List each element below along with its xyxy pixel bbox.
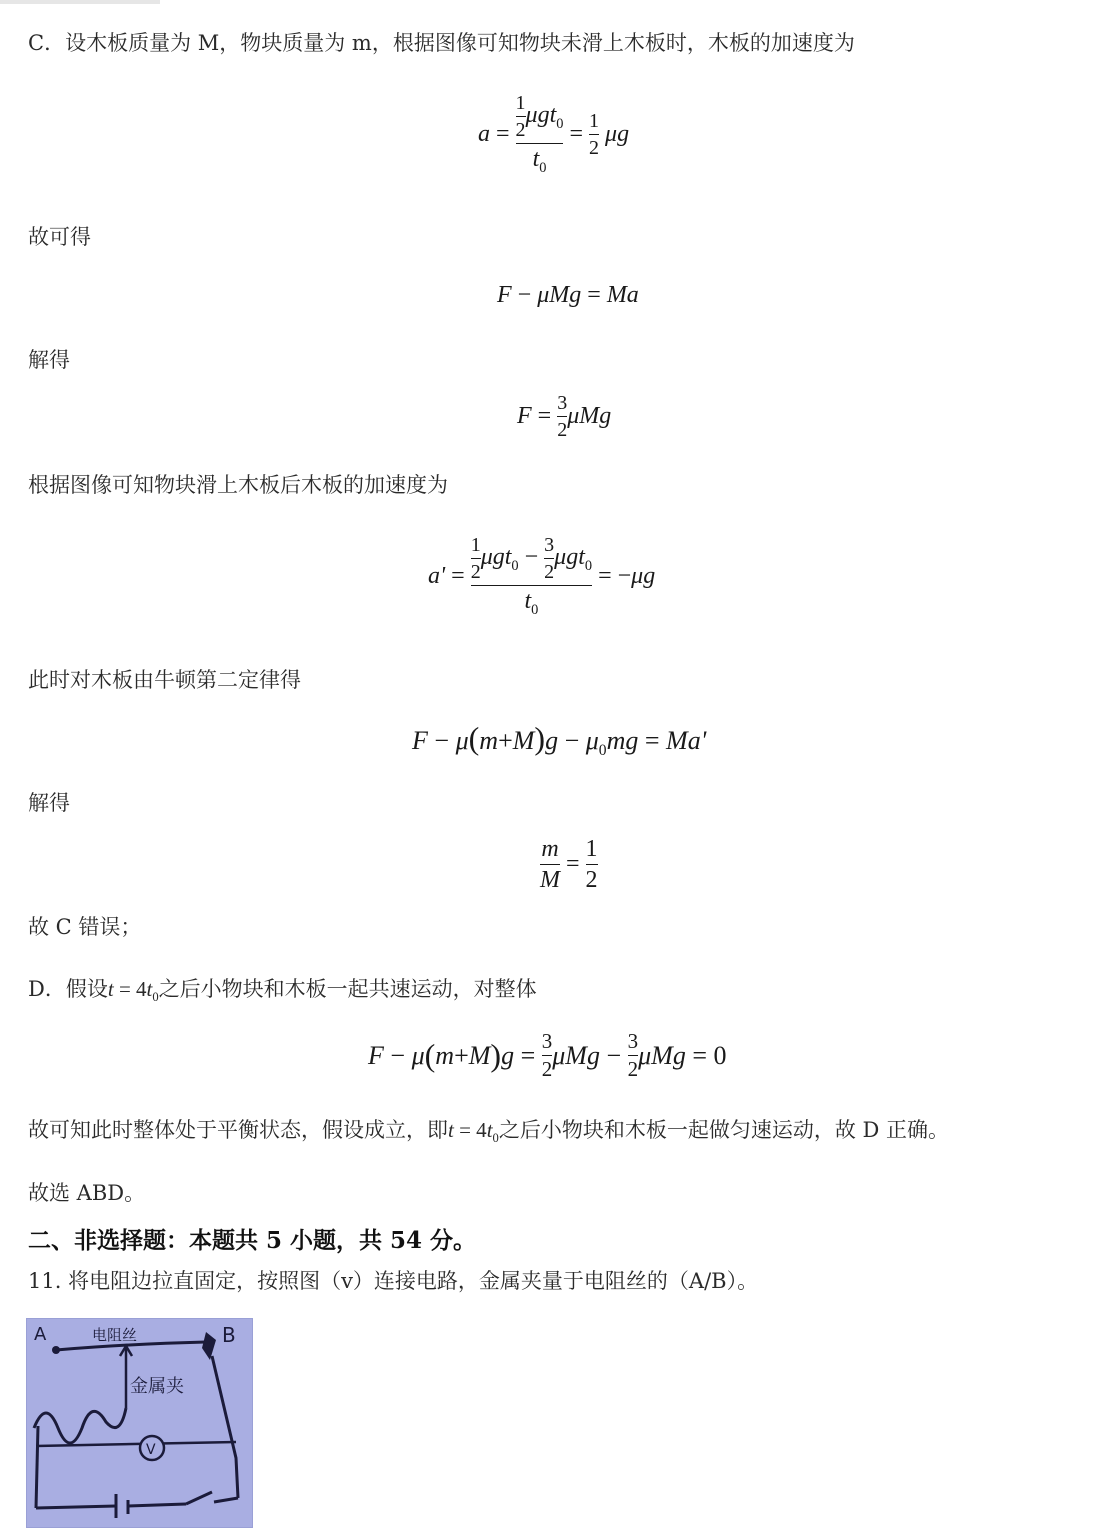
text-c-wrong: 故 C 错误； — [28, 915, 142, 939]
text-conclusion: 故可知此时整体处于平衡状态，假设成立，即$t = 4t_0$之后小物块和木板一起做匀速运动，故 D 正确。 — [28, 1118, 950, 1146]
text-jie-de-1: 解得 — [28, 348, 70, 372]
equation-whole-system: F − μ ( m + M ) g = $\frac{3}{2}$ μMg − $\frac{3}{2}$ μMg = 0 — [368, 1029, 727, 1082]
equation-f-value: F = $\frac{3}{2}$ μMg — [517, 392, 612, 441]
text-gu-ke-de: 故可得 — [28, 225, 91, 249]
circuit-photo — [26, 1318, 253, 1528]
equation-a-prime: a' = $\frac{1}{2}$ μgt$_0$ − $\frac{3}{2}$ μgt$_0$ $t_0$ = − μg — [428, 534, 656, 618]
conclusion-pre: 故可知此时整体处于平衡状态，假设成立，即 — [28, 1118, 448, 1142]
conclusion-post: 之后小物块和木板一起做匀速运动，故 D 正确。 — [498, 1118, 950, 1142]
option-c-intro: C．设木板质量为 M，物块质量为 m，根据图像可知物块未滑上木板时，木板的加速度为 — [28, 31, 855, 55]
top-edge-strip — [0, 0, 160, 4]
option-d-intro: D．假设$t = 4t_0$之后小物块和木板一起共速运动，对整体 — [28, 977, 537, 1005]
label-a: A — [34, 1324, 47, 1345]
section-heading: 二、非选择题：本题共 5 小题，共 54 分。 — [28, 1227, 477, 1254]
text-answer: 故选 ABD。 — [28, 1181, 146, 1205]
text-jie-de-2: 解得 — [28, 791, 70, 815]
equation-force-balance: F − μMg = Ma — [497, 282, 639, 308]
label-metal-clip: 金属夹 — [130, 1376, 184, 1397]
label-b: B — [222, 1323, 236, 1347]
option-d-intro-pre: D．假设 — [28, 977, 108, 1001]
question-11: 11. 将电阻边拉直固定，按照图（v）连接电路，金属夹量于电阻丝的（A/B）。 — [28, 1269, 759, 1293]
label-voltmeter: V — [146, 1442, 156, 1458]
text-newton-second-law: 此时对木板由牛顿第二定律得 — [28, 668, 301, 692]
equation-mass-ratio: $\frac{m}{M}$ = $\frac{1}{2}$ — [540, 836, 598, 894]
text-after-slide: 根据图像可知物块滑上木板后木板的加速度为 — [28, 473, 448, 497]
label-resistance-wire: 电阻丝 — [92, 1326, 138, 1344]
option-d-intro-post: 之后小物块和木板一起共速运动，对整体 — [158, 977, 537, 1001]
equation-newton: $F - \mu(m+M)g - \mu_0mg = Ma'$ — [412, 720, 707, 760]
equation-a: a = $\frac{1}{2}$ μgt$_0$ $t_0$ = $\frac{1}{2}$ μg — [478, 92, 630, 176]
